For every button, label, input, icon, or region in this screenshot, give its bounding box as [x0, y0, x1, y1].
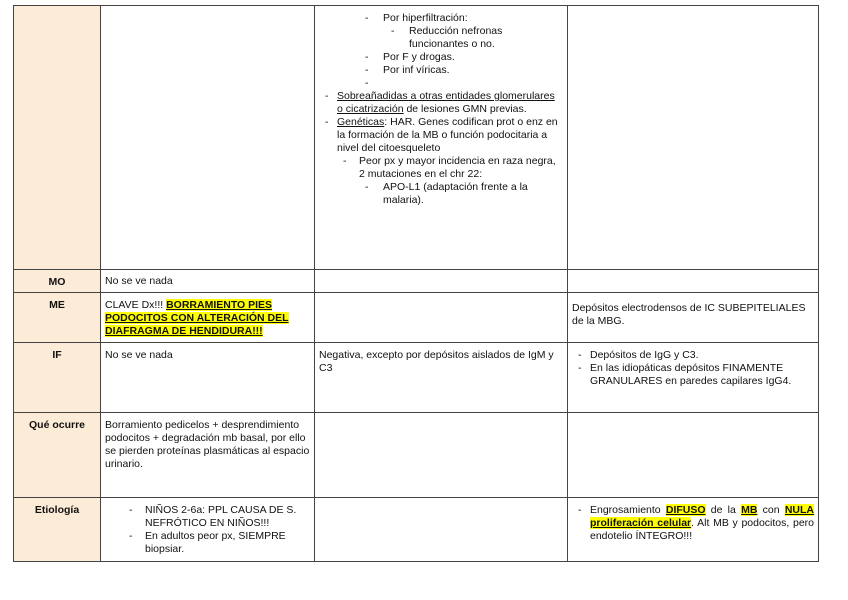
table-row	[14, 6, 819, 270]
table-row	[14, 343, 819, 413]
table-cell	[315, 270, 568, 293]
text: con	[757, 504, 785, 516]
underlined-text: Sobreañadidas a otras entidades glomerulares o cicatrización	[337, 90, 555, 115]
bullet-list	[319, 51, 563, 90]
text: Engrosamiento	[590, 504, 666, 516]
table-row	[14, 270, 819, 293]
row-label-cell: MO	[14, 270, 101, 293]
highlighted-text: MB	[741, 504, 758, 516]
row-label-cell: IF	[14, 343, 101, 413]
table-cell	[315, 6, 568, 270]
table-cell	[101, 498, 315, 562]
list-item: - NIÑOS 2-6a: PPL CAUSA DE S. NEFRÓTICO EN NIÑOS!!!	[107, 504, 310, 530]
table-cell	[315, 293, 568, 343]
list-item: - En adultos peor px, SIEMPRE biopsiar.	[107, 530, 310, 556]
bullet-list	[572, 349, 814, 388]
comparison-table	[13, 5, 819, 562]
list-item: - Por hiperfiltración:	[319, 12, 563, 25]
list-item: - Peor px y mayor incidencia en raza negra, 2 mutaciones en el chr 22:	[321, 155, 563, 181]
highlighted-text: NULA proliferación celular	[590, 504, 815, 529]
table-cell: No se ve nada	[101, 343, 315, 413]
row-label-cell: ME	[14, 293, 101, 343]
table-cell	[568, 413, 819, 498]
highlighted-text: DIFUSO	[665, 504, 706, 516]
table-cell	[568, 270, 819, 293]
bullet-list	[319, 25, 563, 51]
text: de la	[705, 504, 742, 516]
table-cell: Depósitos electrodensos de IC SUBEPITELIALES de la MBG.	[568, 293, 819, 343]
text: CLAVE Dx!!!	[105, 299, 167, 311]
list-item: - En las idiopáticas depósitos FINAMENTE GRANULARES en paredes capilares IgG4.	[572, 362, 814, 388]
table-cell	[101, 6, 315, 270]
list-item	[572, 504, 814, 543]
list-item	[319, 90, 563, 116]
table-cell: Borramiento pedicelos + desprendimiento podocitos + degradación mb basal, por ello se pierden proteínas plasmáticas al espacio urinario.	[101, 413, 315, 498]
list-item: - Depósitos de IgG y C3.	[572, 349, 814, 362]
table-cell: Negativa, excepto por depósitos aislados de IgM y C3	[315, 343, 568, 413]
bullet-list	[321, 155, 563, 181]
bullet-list	[319, 12, 563, 25]
text: de lesiones GMN previas.	[403, 103, 527, 115]
row-label-cell	[14, 6, 101, 270]
row-label-cell: Etiología	[14, 498, 101, 562]
list-item	[319, 116, 563, 155]
table-row	[14, 413, 819, 498]
table-cell	[568, 343, 819, 413]
bullet-list	[319, 90, 563, 155]
table-cell	[101, 293, 315, 343]
list-item: - Reducción nefronas funcionantes o no.	[319, 25, 563, 51]
list-item: - Por F y drogas.	[319, 51, 563, 64]
text: : HAR. Genes codifican prot o enz en la formación de la MB o función podocitaria a nivel del citoesqueleto	[337, 116, 558, 154]
list-item	[319, 77, 563, 90]
table-cell	[568, 6, 819, 270]
bullet-list	[572, 504, 814, 543]
table-cell	[315, 413, 568, 498]
list-item: - APO-L1 (adaptación frente a la malaria).	[319, 181, 563, 207]
bullet-list	[319, 181, 563, 207]
bullet-list	[107, 504, 310, 556]
table-cell	[315, 498, 568, 562]
highlighted-text: BORRAMIENTO PIES PODOCITOS CON ALTERACIÓN DEL DIAFRAGMA DE HENDIDURA!!!	[105, 299, 289, 337]
text: . Alt MB y podocitos, pero endotelio ÍNTEGRO!!!	[590, 517, 815, 542]
table-cell: No se ve nada	[101, 270, 315, 293]
table-row	[14, 293, 819, 343]
list-item: - Por inf víricas.	[319, 64, 563, 77]
underlined-text: Genéticas	[337, 116, 385, 128]
table-row	[14, 498, 819, 562]
row-label-cell: Qué ocurre	[14, 413, 101, 498]
table-cell	[568, 498, 819, 562]
